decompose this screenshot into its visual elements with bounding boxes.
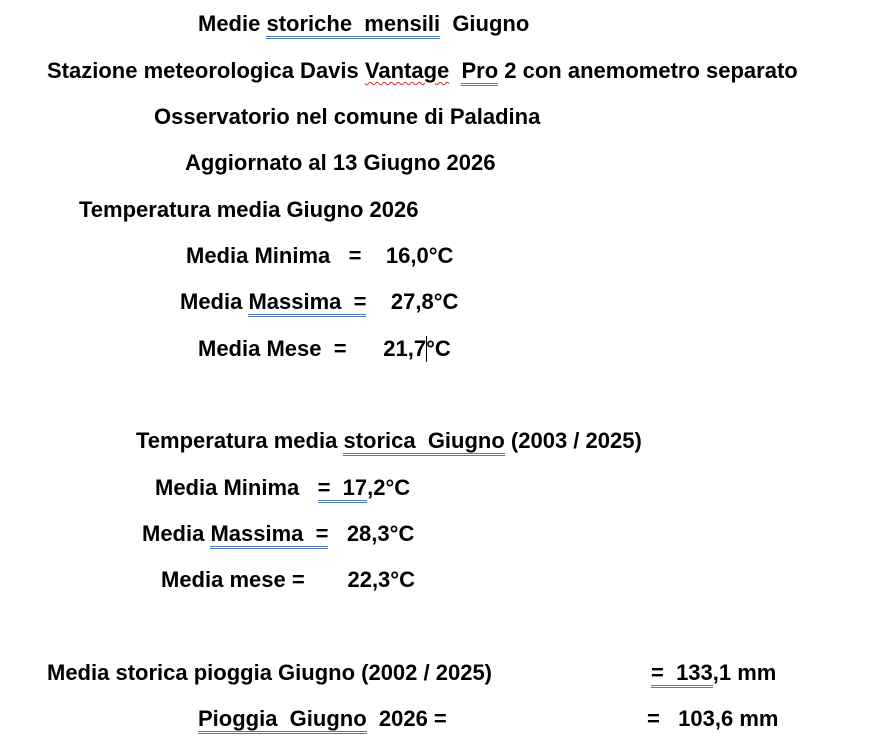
historical-max: Media Massima = 28,3°C (142, 521, 414, 547)
observatory-line: Osservatorio nel comune di Paladina (154, 104, 541, 129)
station-line: Stazione meteorologica Davis Vantage Pro 2 con anemometro separato (47, 58, 798, 84)
current-heading: Temperatura media Giugno 2026 (79, 197, 419, 222)
historical-min: Media Minima = 17,2°C (155, 475, 410, 501)
updated-line: Aggiornato al 13 Giugno 2026 (185, 150, 496, 175)
rain-historical-value: = 133,1 mm (651, 660, 776, 686)
current-max: Media Massima = 27,8°C (180, 289, 458, 315)
rain-current-value: = 103,6 mm (647, 706, 779, 731)
current-month: Media Mese = 21,7°C (198, 336, 451, 361)
historical-heading: Temperatura media storica Giugno (2003 / 2025) (136, 428, 642, 454)
page-title: Medie storiche mensili Giugno (198, 11, 529, 37)
rain-current-label: Pioggia Giugno 2026 = (198, 706, 447, 732)
current-min: Media Minima = 16,0°C (186, 243, 454, 268)
rain-historical-label: Media storica pioggia Giugno (2002 / 2025) (47, 660, 493, 685)
historical-month: Media mese = 22,3°C (161, 567, 415, 592)
